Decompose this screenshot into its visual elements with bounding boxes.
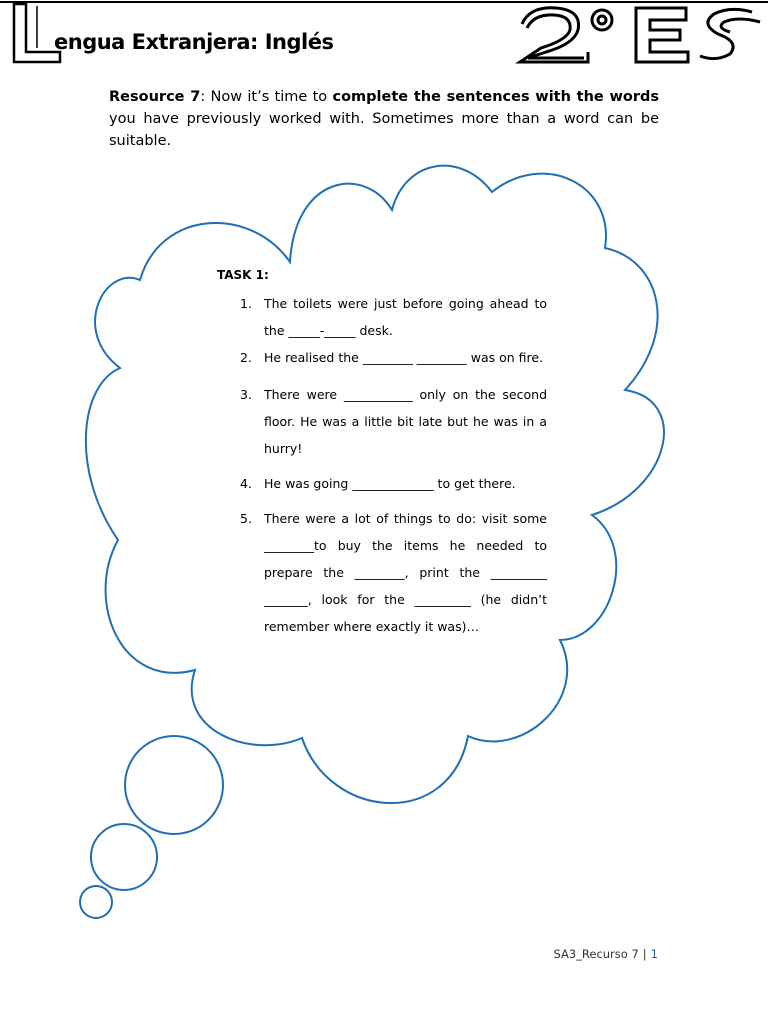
item-number: 4. (240, 476, 252, 491)
item-text: There were a lot of things to do: visit some ________to buy the items he needed to prepare the ________, print the _________ _______, look for the _________ (he didn’t remember where exactly it was)… (264, 511, 547, 634)
intro-text-1: : Now it’s time to (200, 89, 333, 105)
list-item (217, 290, 547, 344)
intro-bold-text: complete the sentences with the words (332, 89, 660, 105)
header-title: engua Extranjera: Inglés (54, 30, 334, 54)
page-footer (553, 947, 658, 961)
item-number: 3. (240, 387, 252, 402)
list-item (217, 470, 547, 497)
thought-bubble-small (80, 886, 112, 918)
item-text: He was going _____________ to get there. (264, 476, 516, 491)
intro-text-2: you have previously worked with. Sometimes more than a word can be suitable. (109, 111, 659, 149)
resource-label: Resource 7 (109, 89, 201, 105)
item-text: He realised the ________ ________ was on fire. (264, 350, 544, 365)
footer-resource: SA3_Recurso 7 (553, 947, 639, 961)
item-text: The toilets were just before going ahead to the _____-_____ desk. (264, 296, 547, 338)
thought-bubble-large (125, 736, 223, 834)
footer-separator: | (642, 947, 647, 961)
list-item (217, 344, 547, 371)
list-item (217, 505, 547, 640)
thought-bubble-medium (91, 824, 157, 890)
item-number: 5. (240, 511, 252, 526)
item-number: 2. (240, 350, 252, 365)
task-box (217, 268, 547, 640)
item-number: 1. (240, 296, 252, 311)
item-text: There were ___________ only on the second floor. He was a little bit late but he was in a hurry! (264, 387, 547, 456)
page-number: 1 (650, 947, 658, 961)
task-title: TASK 1: (217, 268, 269, 282)
list-item (217, 381, 547, 462)
task-list (217, 290, 547, 640)
